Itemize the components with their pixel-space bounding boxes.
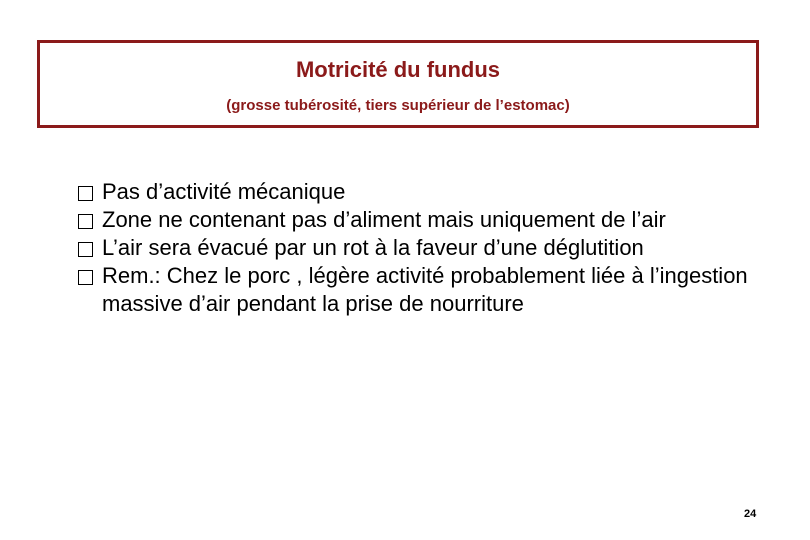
slide-title: Motricité du fundus (295, 57, 501, 82)
slide-subtitle: (grosse tubérosité, tiers supérieur de l’estomac) (226, 97, 570, 114)
bullet-text: Zone ne contenant pas d’aliment mais uniquement de l’air (102, 207, 666, 232)
square-bullet-icon (78, 186, 93, 201)
title-box (37, 40, 759, 128)
bullet-text: Rem.: Chez le porc , légère activité probablement liée à l’ingestion massive d’air pendant la prise de nourriture (102, 263, 748, 316)
square-bullet-icon (78, 214, 93, 229)
bullet-item (78, 262, 748, 318)
bullet-text: Pas d’activité mécanique (102, 179, 346, 204)
bullet-item (78, 178, 748, 206)
bullet-item (78, 206, 748, 234)
bullet-item (78, 234, 748, 262)
square-bullet-icon (78, 242, 93, 257)
bullet-text: L’air sera évacué par un rot à la faveur d’une déglutition (102, 235, 644, 260)
page-number: 24 (744, 508, 757, 520)
square-bullet-icon (78, 270, 93, 285)
bullet-list (78, 178, 748, 318)
